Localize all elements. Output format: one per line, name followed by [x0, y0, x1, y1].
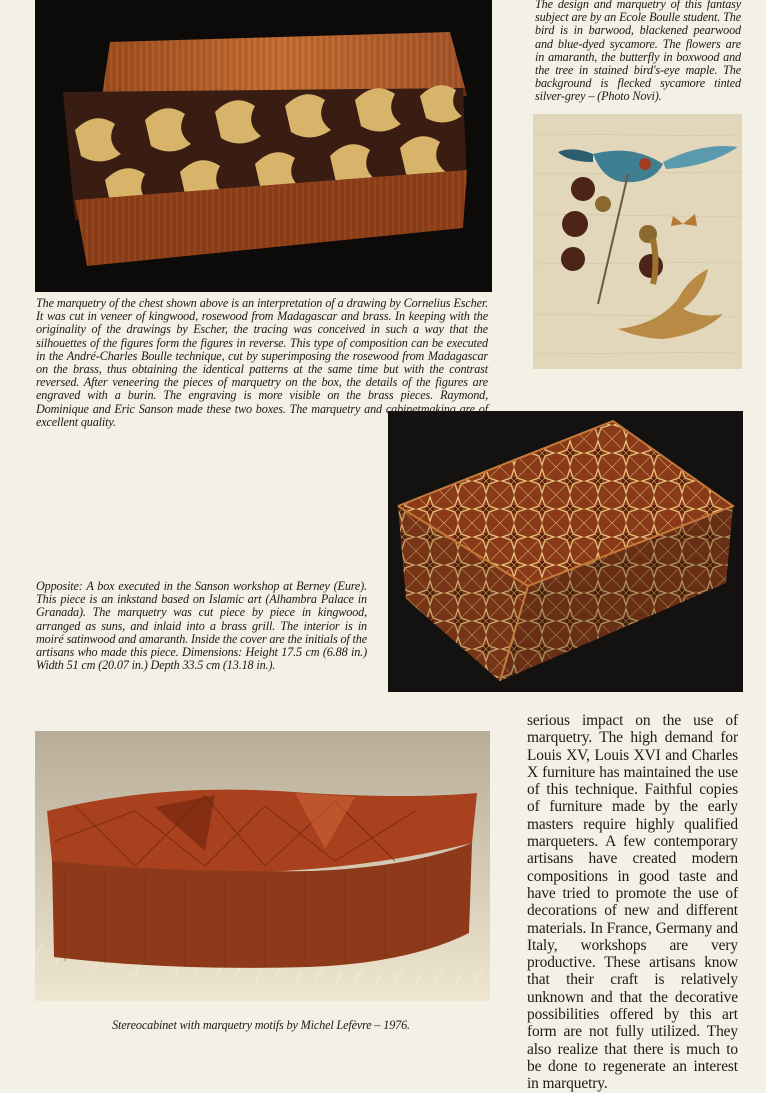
bird-marquetry-caption [535, 0, 741, 104]
caption-text: Stereocabinet with marquetry motifs by Michel Lefèvre – 1976. [112, 1018, 410, 1032]
stereocabinet-photo [35, 731, 490, 1001]
escher-chest-caption [36, 297, 488, 429]
body-paragraph: serious impact on the use of marquetry. The high demand for Louis XV, Louis XVI and Charles X furniture has maintained the use of this technique. Faithful copies of furniture made by the early masters require highly qualified marqueters. A few contemporary artisans have created modern compositions in good taste and have tried to promote the use of decorations of new and different materials. In France, Germany and Italy, workshops are very productive. These artisans know that their craft is relatively unknown and that the decorative possibilities offered by this art form are not fully utilized. They also realize that there is much to be done to regenerate an interest in marquetry. [527, 712, 738, 1093]
caption-text: The marquetry of the chest shown above is an interpretation of a drawing by Cornelius Escher. It was cut in veneer of kingwood, rosewood from Madagascar and brass. In keeping with the originality of the drawings by Escher, the tracing was conceived in such a way that the silhouettes of the figures form the figures in reverse. This type of composition can be executed in the André-Charles Boulle technique, cut by superimposing the rosewood from Madagascar on the brass, thus obtaining the identical patterns at the same time but with the contrast reversed. After veneering the pieces of marquetry on the box, the details of the figures are engraved with a burin. The engraving is more visible on the brass pieces. Raymond, Dominique and Eric Sanson made these two boxes. The marquetry and cabinetmaking are of excellent quality. [36, 296, 488, 429]
caption-text: The design and marquetry of this fantasy subject are by an Ecole Boulle student. The bird is in barwood, blackened pearwood and blue-dyed sycamore. The flowers are in amaranth, the butterfly in boxwood and the tree in stained bird's-eye maple. The background is flecked sycamore tinted silver-grey – (Photo Novi). [535, 0, 741, 104]
inkstand-caption [36, 580, 367, 672]
body-text-column [527, 712, 738, 1093]
bird-marquetry-photo [533, 114, 742, 369]
caption-text: Opposite: A box executed in the Sanson workshop at Berney (Eure). This piece is an inkstand based on Islamic art (Alhambra Palace in Granada). The marquetry was cut piece by piece in kingwood, arranged as suns, and inlaid into a brass grill. The interior is in moiré satinwood and amaranth. Inside the cover are the initials of the artisans who made this piece. Dimensions: Height 17.5 cm (6.88 in.) Width 51 cm (20.07 in.) Depth 33.5 cm (13.18 in.). [36, 579, 367, 673]
stereocabinet-caption [96, 1019, 426, 1032]
escher-chest-photo [35, 0, 492, 292]
alhambra-inkstand-photo [388, 411, 743, 692]
